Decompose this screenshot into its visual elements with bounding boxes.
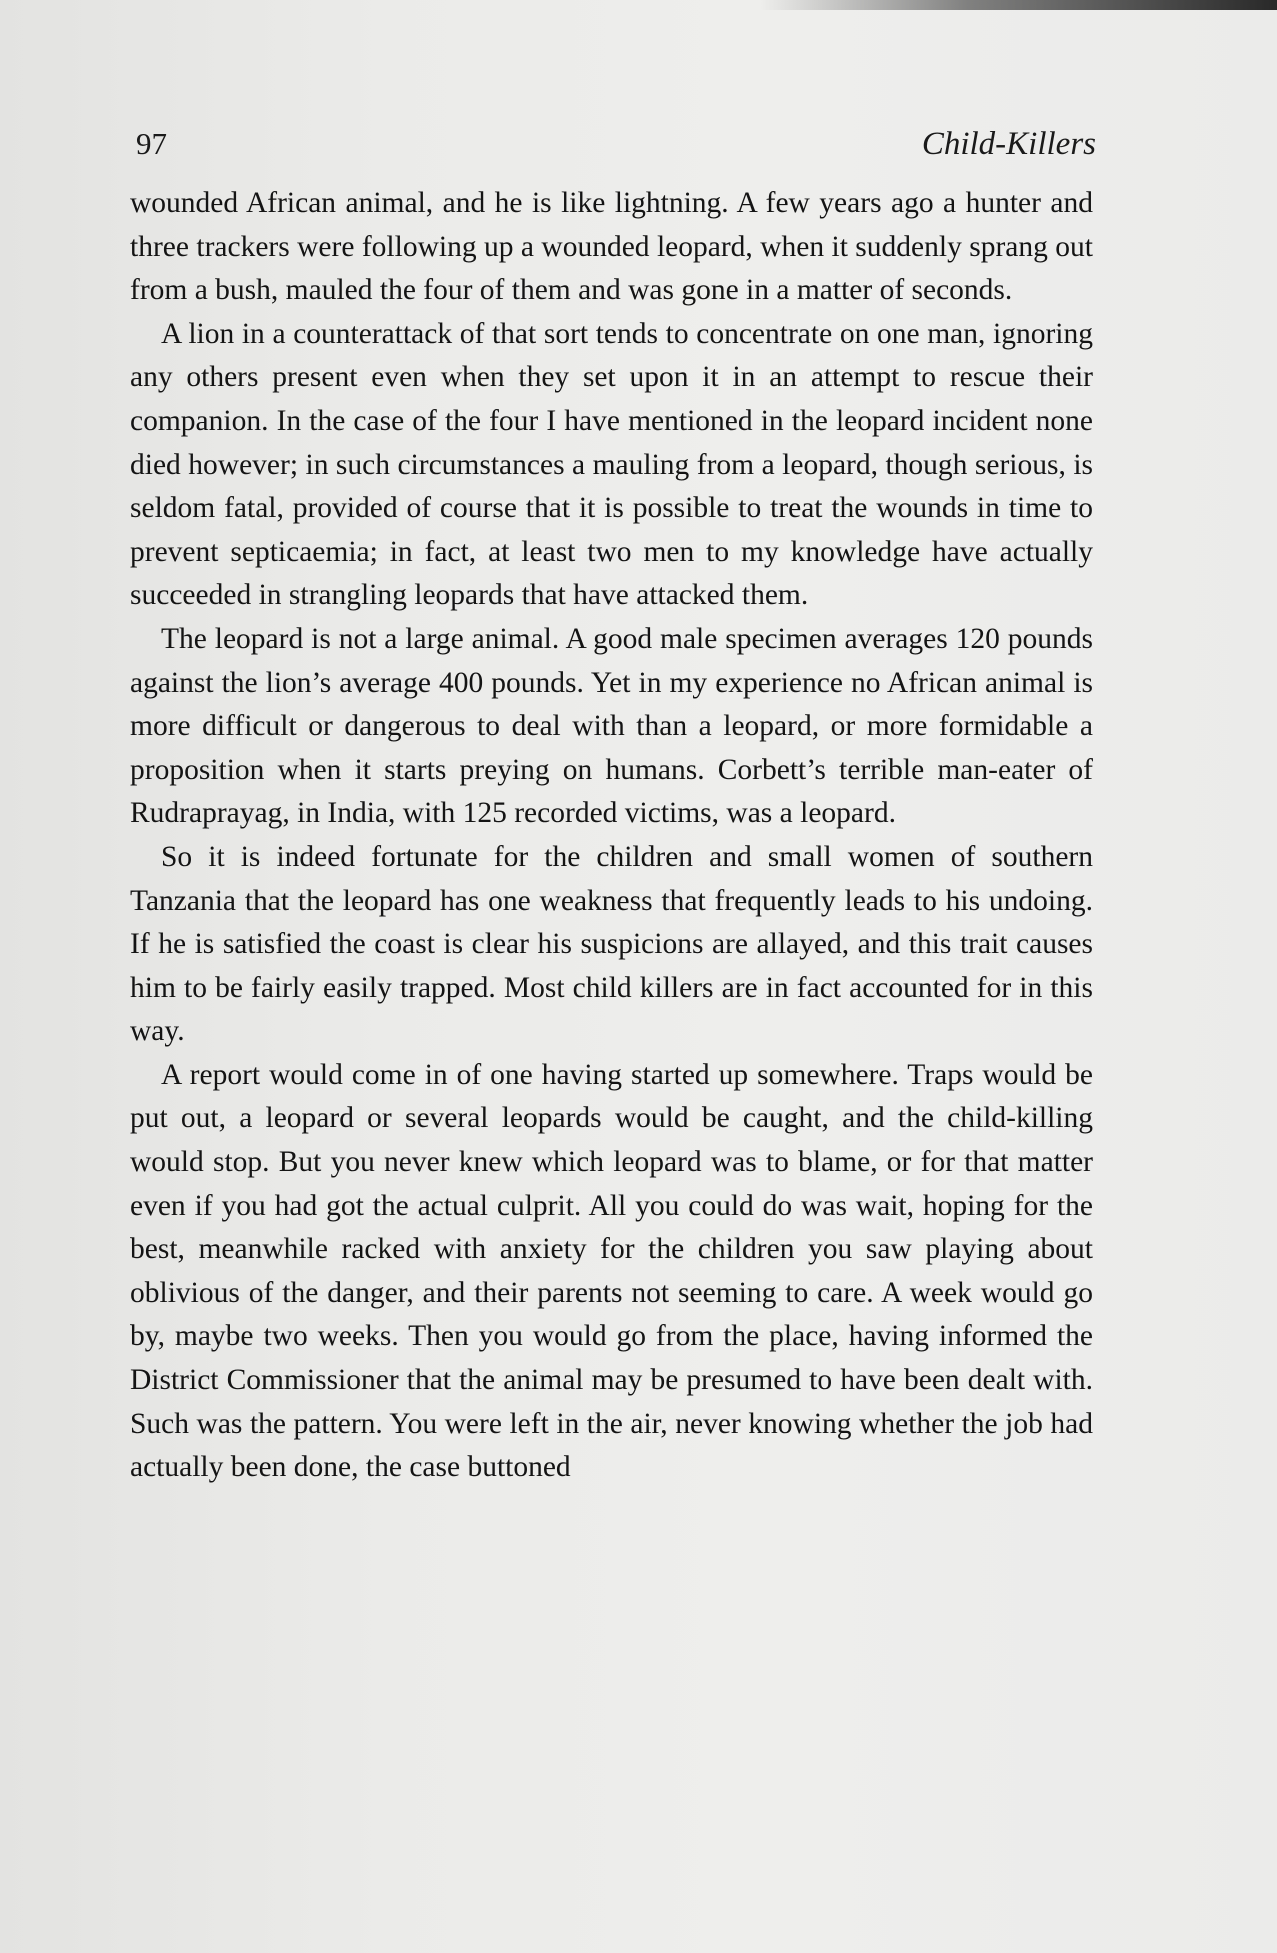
page-number: 97	[136, 126, 167, 161]
paragraph: A report would come in of one having started up somewhere. Traps would be put out, a leopard or several leopards would be caught, and the child-killing would stop. But you never knew which leopard was to blame, or for that matter even if you had got the actual culprit. All you could do was wait, hoping for the best, meanwhile racked with anxiety for the children you saw playing about oblivious of the danger, and their parents not seeming to care. A week would go by, maybe two weeks. Then you would go from the place, having informed the District Commissioner that the animal may be presumed to have been dealt with. Such was the pattern. You were left in the air, never knowing whether the job had actually been done, the case buttoned	[130, 1058, 1093, 1484]
paragraph: A lion in a counterattack of that sort tends to concentrate on one man, ignoring any others present even when they set upon it in an attempt to rescue their companion. In the case of the four I have mentioned in the leopard incident none died however; in such circumstances a mauling from a leopard, though serious, is seldom fatal, provided of course that it is possible to treat the wounds in time to prevent septicaemia; in fact, at least two men to my knowledge have actually succeeded in strangling leopards that have attacked them.	[130, 317, 1093, 612]
running-head: Child-Killers	[921, 126, 1096, 162]
body-text	[130, 182, 1093, 1490]
paragraph: So it is indeed fortunate for the children and small women of southern Tanzania that the leopard has one weakness that frequently leads to his undoing. If he is satisfied the coast is clear his suspicions are allayed, and this trait causes him to be fairly easily trapped. Most child killers are in fact accounted for in this way.	[130, 840, 1093, 1048]
page-header	[136, 126, 1096, 174]
page-top-shadow	[760, 0, 1277, 10]
paragraph: The leopard is not a large animal. A good male specimen averages 120 pounds against the lion’s average 400 pounds. Yet in my experience no African animal is more difficult or dangerous to deal with than a leopard, or more formidable a proposition when it starts preying on humans. Corbett’s terrible man-eater of Rudraprayag, in India, with 125 recorded victims, was a leopard.	[130, 622, 1093, 830]
paragraph: wounded African animal, and he is like lightning. A few years ago a hunter and three trackers were following up a wounded leopard, when it suddenly sprang out from a bush, mauled the four of them and was gone in a matter of seconds.	[130, 187, 1093, 307]
